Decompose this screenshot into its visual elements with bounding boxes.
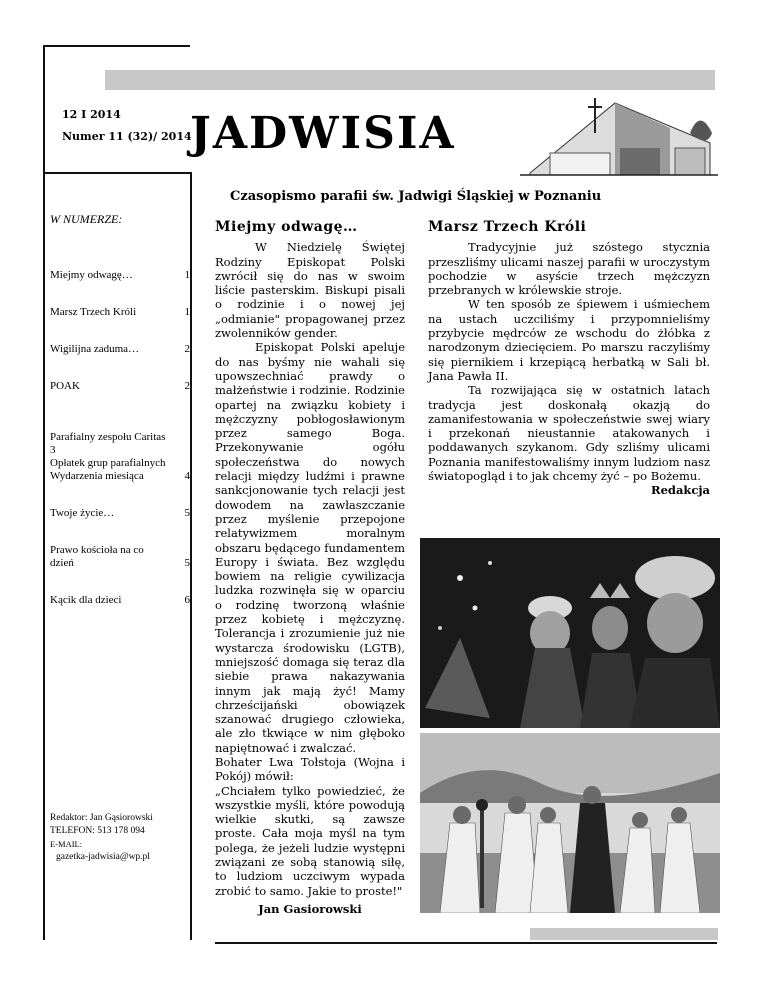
article-paragraph: „Chciałem tylko powiedzieć, że wszystkie myśli, które powodują wielkie skutki, są zawsze proste. Cała moja myśl na tym polega, że jeżeli ludzie występni związani ze sobą stanowią siłę, to ludziom uczciwym wypada zrobić to samo. Jakie to proste!" (215, 783, 405, 898)
sidebar-border (190, 172, 192, 940)
article-marsz-trzech-kroli (428, 220, 710, 498)
article-title: Miejmy odwagę… (215, 219, 358, 235)
toc-item-page: 5 (184, 507, 190, 519)
phone-number: TELEFON: 513 178 094 (50, 826, 145, 836)
article-author: Jan Gasiorowski (258, 901, 362, 916)
article-paragraph: Tradycyjnie już szóstego stycznia przeszliśmy ulicami naszej parafii w uroczystym pochodzie w asyście trzech mężczyzn przebranych w królewskie stroje. (428, 240, 710, 298)
toc-item-title: POAK (50, 380, 80, 392)
issue-number: Numer 11 (32)/ 2014 (62, 130, 192, 143)
toc-item-page: 2 (184, 343, 190, 355)
editorial-footer (50, 812, 190, 864)
toc-item-title: Kącik dla dzieci (50, 594, 122, 606)
toc-heading: W NUMERZE: (50, 212, 123, 226)
toc-item-title: Marsz Trzech Króli (50, 306, 137, 318)
left-border (43, 45, 45, 940)
email-label: E-MAIL: (50, 839, 83, 849)
masthead-title: JADWISIA (190, 108, 456, 159)
toc-item[interactable] (50, 306, 190, 319)
header-bar (105, 70, 715, 90)
table-of-contents (50, 212, 190, 631)
article-paragraph: W Niedzielę Świętej Rodziny Episkopat Polski zwrócił się do nas w swoim liście pasterskim. Biskupi pisali o rodzinie i o nowej jej „odmianie" propagowanej przez zwolenników gender. (215, 240, 405, 341)
toc-item[interactable] (50, 343, 190, 356)
toc-item-title: Prawo kościoła na co (50, 544, 144, 556)
toc-item[interactable] (50, 544, 190, 570)
church-illustration (520, 93, 718, 188)
kings-photo (420, 538, 720, 728)
footer-divider (215, 942, 717, 944)
toc-item-title: Wigilijna zaduma… (50, 343, 140, 355)
toc-item-group[interactable] (50, 431, 190, 483)
toc-item-page: 4 (184, 470, 190, 482)
toc-item[interactable] (50, 507, 190, 520)
toc-item-title: Wydarzenia miesiąca (50, 470, 144, 482)
footer-bar (530, 928, 718, 940)
toc-item-page: 5 (184, 557, 190, 569)
procession-photo (420, 733, 720, 913)
toc-item[interactable] (50, 594, 190, 607)
toc-item-page: 1 (184, 306, 190, 318)
editor-name: Redaktor: Jan Gąsiorowski (50, 813, 153, 823)
toc-item-page: 2 (184, 380, 190, 392)
subtitle: Czasopismo parafii św. Jadwigi Śląskiej w Poznaniu (230, 189, 602, 204)
toc-item-title: Parafialny zespołu Caritas (50, 431, 166, 443)
toc-item-title: Opłatek grup parafialnych (50, 457, 166, 469)
toc-item-title: Twoje życie… (50, 507, 115, 519)
toc-item-page: 1 (184, 269, 190, 281)
article-paragraph: Ta rozwijająca się w ostatnich latach tradycja jest doskonałą okazją do zamanifestowania w społeczeństwie swej wiary i przekonań nieustannie atakowanych i poddawanych szykanom. Gdy szliśmy ulicami Poznania manifestowaliśmy innym ludziom nasz światopogląd i to jak chcemy żyć – po Bożemu. (428, 383, 710, 484)
top-left-border (43, 45, 190, 47)
article-miejmy-odwage (215, 220, 405, 916)
toc-item-page: 3 (50, 444, 56, 456)
toc-item-title: dzień (50, 557, 74, 569)
article-author: Redakcja (651, 483, 710, 498)
issue-date: 12 I 2014 (62, 108, 121, 121)
toc-item[interactable] (50, 380, 190, 393)
article-paragraph: Bohater Lwa Tołstoja (Wojna i Pokój) mówił: (215, 754, 405, 784)
header-divider (43, 172, 190, 174)
article-paragraph: W ten sposób ze śpiewem i uśmiechem na ustach uczciliśmy i przypomnieliśmy przybycie mędrców ze wschodu do żłóbka z narodzonym dziecięciem. Po marszu raczyliśmy się piernikiem i krzepiącą herbatką w Sali bł. Jana Pawła II. (428, 297, 710, 383)
article-title: Marsz Trzech Króli (428, 219, 587, 235)
email-address[interactable]: gazetka-jadwisia@wp.pl (56, 852, 150, 862)
toc-item-title: Miejmy odwagę… (50, 269, 133, 281)
toc-item-page: 6 (184, 594, 190, 606)
article-paragraph: Episkopat Polski apeluje do nas byśmy nie wahali się upowszechniać prawdy o małżeństwie i rodzinie. Rodzinie opartej na związku kobiety i mężczyzny pobłogosławionym przez samego Boga. Przekonywanie ogółu społeczeństwa do nowych relacji między ludźmi i prawne sankcjonowanie tych relacji jest dowodem na zawłaszczanie przez myślenie przepojone relatywizmem moralnym obszaru będącego fundamentem Europy i świata. Bez względu bowiem na religie cywilizacja ludzka rozwinęła się w oparciu o rodzinę tworzoną właśnie przez kobietę i mężczyznę. Tolerancja i zrozumienie już nie wystarcza środowisku (LGTB), mniejszość domaga się teraz dla siebie prawa nakazywania innym jak mają żyć! Mamy chrześcijański obowiązek szanować drugiego człowieka, ale zło tkwiące w nim głęboko napiętnować i zwalczać. (215, 340, 405, 755)
toc-item[interactable] (50, 269, 190, 282)
